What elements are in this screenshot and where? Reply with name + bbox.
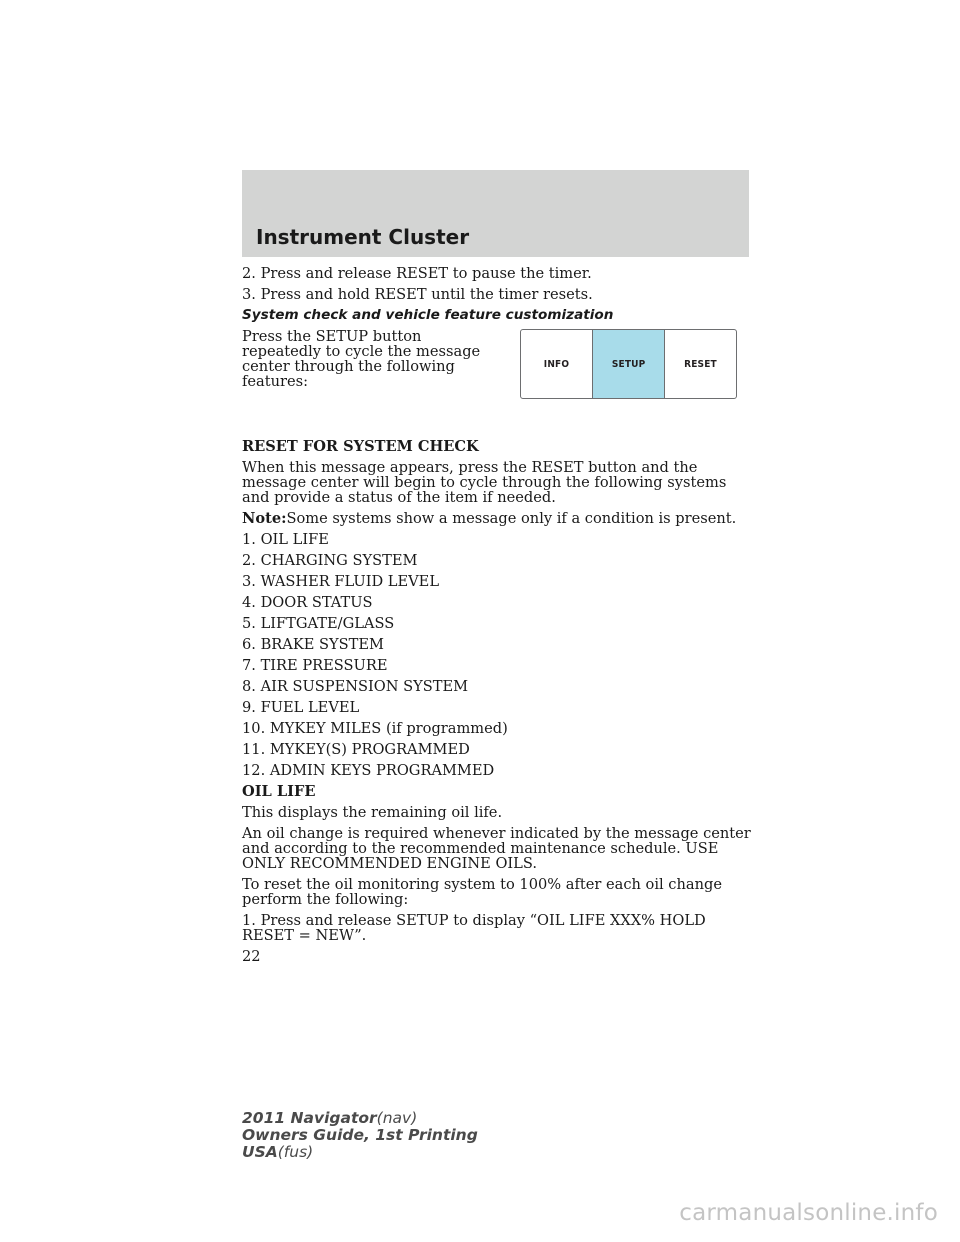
step-reset-timer: 3. Press and hold RESET until the timer resets.	[242, 286, 593, 303]
list-item: 5. LIFTGATE/GLASS	[242, 615, 395, 632]
section-title: Instrument Cluster	[256, 225, 470, 249]
footer-line-market	[242, 1144, 478, 1161]
intro-paragraph: Press the SETUP button repeatedly to cycle the message center through the following features:	[242, 328, 481, 390]
footer-market-code: (fus)	[277, 1143, 314, 1161]
page-number: 22	[242, 948, 261, 965]
note-text: Some systems show a message only if a condition is present.	[286, 510, 737, 527]
reset-paragraph: When this message appears, press the RESET button and the message center will begin to cycle through the following systems and provide a status of the item if needed.	[242, 459, 727, 506]
list-item: 6. BRAKE SYSTEM	[242, 636, 384, 653]
footer-model-code: (nav)	[376, 1109, 418, 1127]
intro-row	[242, 329, 752, 433]
subsection-heading: System check and vehicle feature customization	[242, 307, 614, 323]
list-item: 10. MYKEY MILES (if programmed)	[242, 720, 508, 737]
list-item: 8. AIR SUSPENSION SYSTEM	[242, 678, 469, 695]
document-footer	[242, 1110, 478, 1161]
step-pause-timer: 2. Press and release RESET to pause the timer.	[242, 265, 592, 282]
system-list	[242, 532, 752, 778]
footer-market: USA	[242, 1143, 278, 1161]
list-item: 11. MYKEY(S) PROGRAMMED	[242, 741, 470, 758]
footer-guide: Owners Guide, 1st Printing	[242, 1126, 478, 1144]
list-item: 1. OIL LIFE	[242, 531, 329, 548]
footer-line-guide	[242, 1127, 478, 1144]
footer-model: 2011 Navigator	[242, 1109, 377, 1127]
oil-life-description: This displays the remaining oil life.	[242, 804, 503, 821]
oil-reset-step: 1. Press and release SETUP to display “OIL LIFE XXX% HOLD RESET = NEW”.	[242, 912, 706, 944]
info-button-illustration: INFO	[543, 358, 570, 370]
note-label: Note:	[242, 510, 287, 527]
setup-button-illustration	[592, 330, 665, 398]
reset-system-check-heading: RESET FOR SYSTEM CHECK	[242, 438, 479, 455]
list-item: 9. FUEL LEVEL	[242, 699, 360, 716]
footer-line-model	[242, 1110, 478, 1127]
oil-life-heading: OIL LIFE	[242, 783, 316, 800]
list-item: 4. DOOR STATUS	[242, 594, 373, 611]
section-header-band	[242, 170, 749, 257]
setup-button-label: SETUP	[611, 358, 646, 370]
oil-reset-paragraph: To reset the oil monitoring system to 100% after each oil change perform the following:	[242, 876, 722, 908]
list-item: 2. CHARGING SYSTEM	[242, 552, 418, 569]
reset-button-illustration: RESET	[684, 358, 717, 370]
list-item: 3. WASHER FLUID LEVEL	[242, 573, 440, 590]
message-center-button-panel	[520, 329, 737, 399]
site-watermark: carmanualsonline.info	[679, 1200, 938, 1226]
note-paragraph	[242, 511, 752, 526]
list-item: 7. TIRE PRESSURE	[242, 657, 388, 674]
page-content	[242, 266, 752, 970]
oil-change-paragraph: An oil change is required whenever indicated by the message center and according to the recommended maintenance schedule. USE ONLY RECOMMENDED ENGINE OILS.	[242, 825, 751, 872]
list-item: 12. ADMIN KEYS PROGRAMMED	[242, 762, 495, 779]
